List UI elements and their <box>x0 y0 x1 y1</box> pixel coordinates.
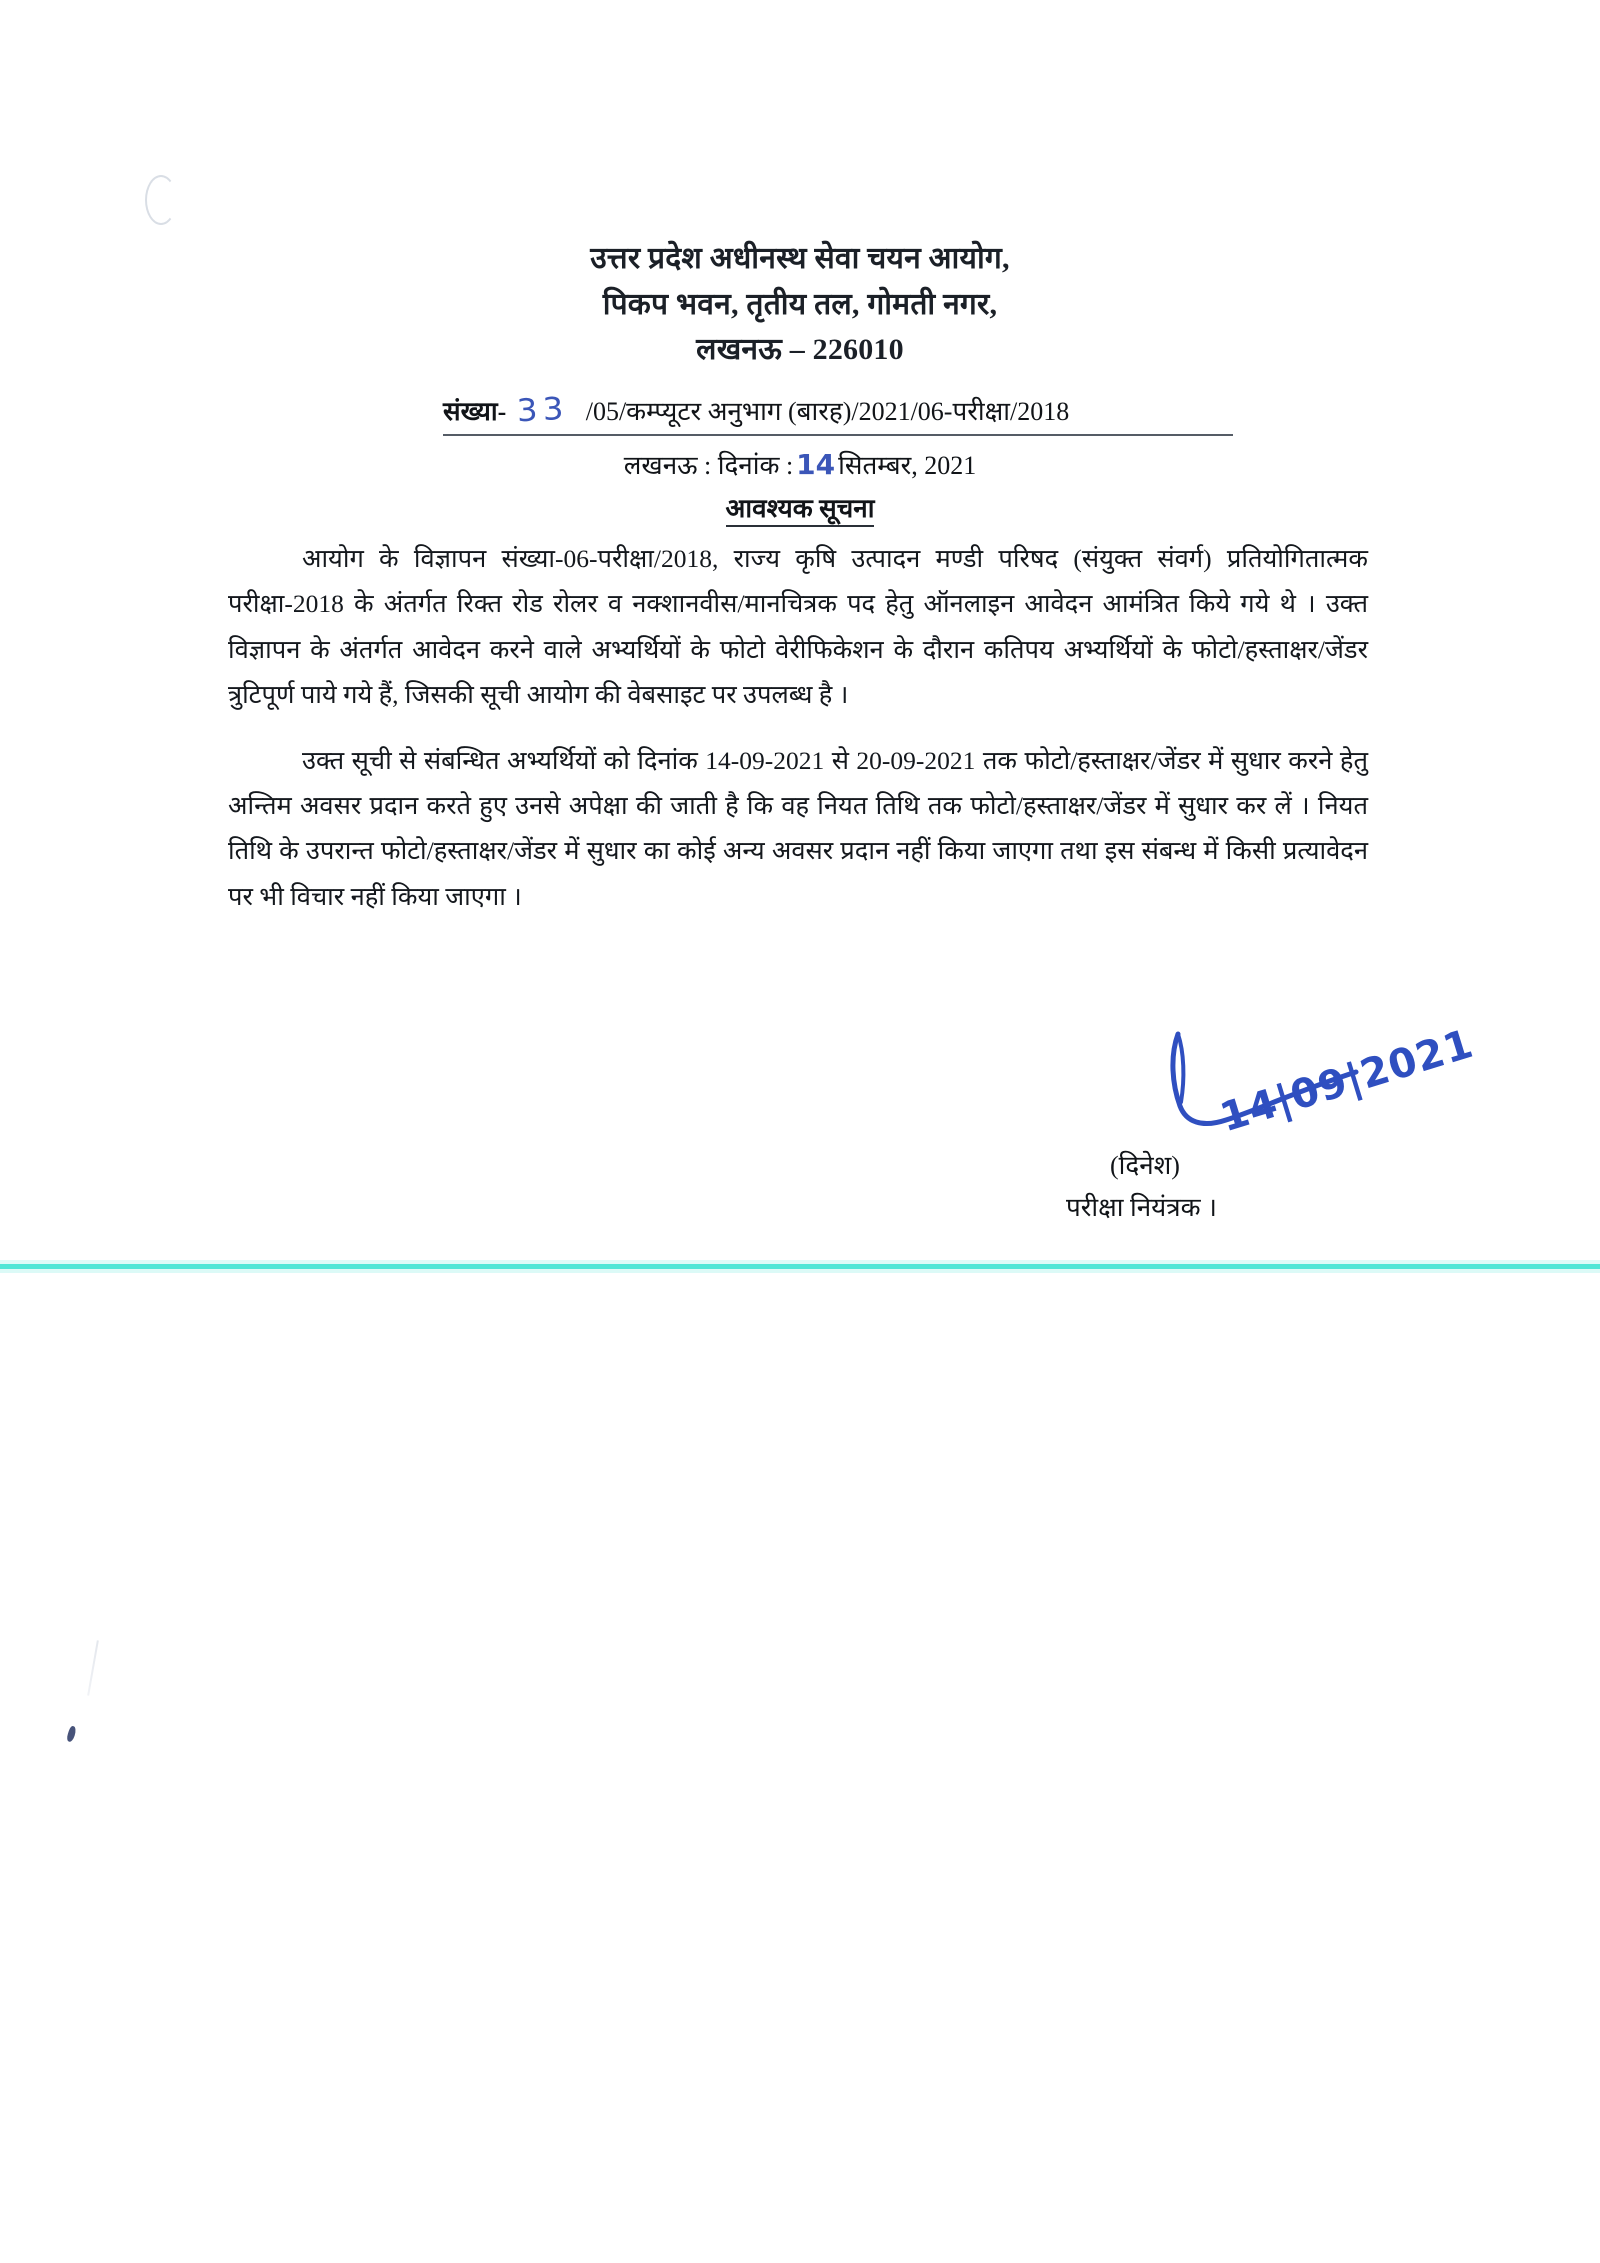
handwritten-signature-date: 14|09|2021 <box>1214 1020 1479 1142</box>
body-paragraph-2: उक्त सूची से संबन्धित अभ्यर्थियों को दिनांक 14-09-2021 से 20-09-2021 तक फोटो/हस्ताक्षर/जेंडर में सुधार करने हेतु अन्तिम अवसर प्रदान करते हुए उनसे अपेक्षा की जाती है कि वह नियत तिथि तक फोटो/हस्ताक्षर/जेंडर में सुधार कर लें । नियत तिथि के उपरान्त फोटो/हस्ताक्षर/जेंडर में सुधार का कोई अन्य अवसर प्रदान नहीं किया जाएगा तथा इस संबन्ध में किसी प्रत्यावेदन पर भी विचार नहीं किया जाएगा । <box>228 745 1368 911</box>
reference-number-row <box>443 392 1233 436</box>
subject-heading-text: आवश्यक सूचना <box>726 494 875 527</box>
signatory-designation: परीक्षा नियंत्रक । <box>1066 1193 1217 1222</box>
reference-label: संख्या- <box>443 397 507 426</box>
letterhead-line-organisation: उत्तर प्रदेश अधीनस्थ सेवा चयन आयोग, <box>590 242 1010 275</box>
dateline-month-year: सितम्बर, 2021 <box>838 451 977 480</box>
dateline-place: लखनऊ : <box>623 451 712 480</box>
dateline-date-label: दिनांक : <box>717 451 794 480</box>
letter-body <box>228 536 1368 933</box>
dateline <box>0 446 1600 482</box>
body-paragraph-1: आयोग के विज्ञापन संख्या-06-परीक्षा/2018, राज्य कृषि उत्पादन मण्डी परिषद (संयुक्त संवर्ग) प्रतियोगितात्मक परीक्षा-2018 के अंतर्गत रिक्त रोड रोलर व नक्शानवीस/मानचित्रक पद हेतु ऑनलाइन आवेदन आमंत्रित किये गये थे । उक्त विज्ञापन के अंतर्गत आवेदन करने वाले अभ्यर्थियों के फोटो वेरीफिकेशन के दौरान कतिपय अभ्यर्थियों के फोटो/हस्ताक्षर/जेंडर त्रुटिपूर्ण पाये गये हैं, जिसकी सूची आयोग की वेबसाइट पर उपलब्ध है । <box>228 544 1368 710</box>
letterhead-line-address: पिकप भवन, तृतीय तल, गोमती नगर, <box>602 287 998 321</box>
page-separator-rule <box>0 1264 1600 1269</box>
letterhead-line-city-pin: लखनऊ – 226010 <box>696 333 904 367</box>
dateline-handwritten-day: 14 <box>796 448 836 481</box>
reference-file-code: /05/कम्प्यूटर अनुभाग (बारह)/2021/06-परीक्षा/2018 <box>585 397 1070 426</box>
signature-block <box>1020 1018 1500 1248</box>
scan-artifact-crescent <box>145 175 177 225</box>
signatory-name: (दिनेश) <box>1110 1151 1180 1180</box>
scan-artifact-ink-speck <box>66 1725 78 1742</box>
letterhead <box>0 236 1600 373</box>
subject-heading <box>0 489 1600 525</box>
reference-handwritten-number: 33 <box>516 390 570 430</box>
scan-artifact-diagonal-streak <box>87 1640 99 1695</box>
